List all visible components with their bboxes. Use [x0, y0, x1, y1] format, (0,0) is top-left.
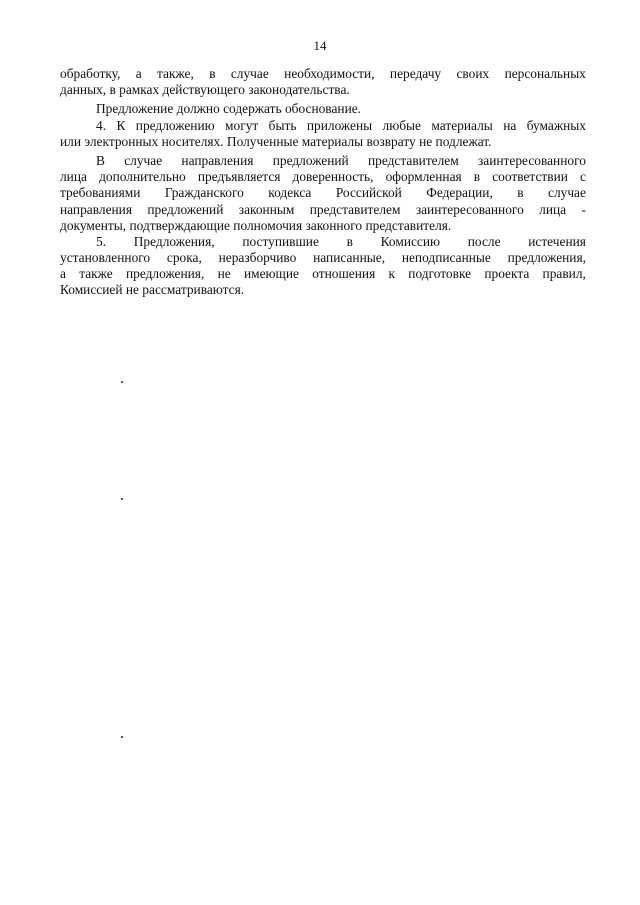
word: а [135, 66, 142, 81]
word: Гражданского [164, 185, 244, 201]
word: заинтересованного [415, 201, 524, 217]
text-line-13 [60, 266, 586, 282]
text-line-7 [60, 169, 586, 185]
word: соответствии [492, 169, 568, 185]
text-line-12 [60, 250, 586, 266]
word: проекта [484, 266, 530, 282]
word: заинтересованного [477, 152, 586, 168]
word: доверенность, [292, 169, 374, 185]
word: а [60, 266, 66, 282]
word: своих [456, 66, 490, 81]
word: подготовке [408, 266, 472, 282]
word: Комиссию [380, 233, 441, 249]
word: случае [124, 152, 163, 168]
word: случае [230, 66, 269, 81]
word: не [217, 266, 231, 282]
word: с [580, 169, 586, 185]
word: представителем [309, 201, 401, 217]
document-body [60, 66, 586, 299]
word: срока, [166, 250, 202, 266]
word: отношения [312, 266, 376, 282]
word: после [467, 233, 501, 249]
word: любые [382, 117, 421, 133]
text-line-5: или электронных носителях. Полученные материалы возврату не подлежат. [60, 133, 492, 149]
word: лица [539, 201, 567, 217]
text-line-8 [60, 185, 586, 201]
word: предложений [147, 201, 224, 217]
word: также, [157, 66, 194, 81]
word: предложения, [125, 266, 205, 282]
text-line-1 [60, 66, 586, 82]
word: 5. [96, 233, 107, 249]
word: поступившие [242, 233, 319, 249]
text-line-14: Комиссией не рассматриваются. [60, 282, 245, 298]
word: предложений [272, 152, 349, 168]
word: также [79, 266, 113, 282]
word: лица [60, 169, 87, 185]
word: - [581, 201, 586, 217]
word: имеющие [243, 266, 299, 282]
word: случае [548, 185, 586, 201]
scan-speck [121, 381, 123, 383]
word: правил, [542, 266, 586, 282]
word: неподписанные [401, 250, 491, 266]
word: Федерации, [426, 185, 493, 201]
word: установленного [60, 250, 151, 266]
word: законным [238, 201, 295, 217]
word: направления [60, 201, 133, 217]
word: предложения, [507, 250, 586, 266]
word: к [388, 266, 396, 282]
word: в [473, 169, 481, 185]
word: материалы [431, 117, 493, 133]
word: быть [268, 117, 297, 133]
scan-speck [121, 736, 123, 738]
word: могут [225, 117, 259, 133]
word: на [503, 117, 517, 133]
text-line-6 [60, 153, 586, 169]
word: В [96, 152, 105, 168]
word: Российской [335, 185, 402, 201]
word: написанные, [313, 250, 386, 266]
word: необходимости, [284, 66, 375, 81]
word: обработку, [60, 66, 121, 81]
word: предъявляется [197, 169, 281, 185]
text-line-9 [60, 202, 586, 218]
word: 4. [96, 117, 107, 133]
word: в [517, 185, 524, 201]
text-line-11 [60, 234, 586, 250]
scan-speck [121, 498, 123, 500]
word: представителем [367, 152, 459, 168]
text-line-4 [60, 118, 586, 134]
word: неразборчиво [218, 250, 297, 266]
page-number: 14 [313, 38, 327, 53]
word: истечения [528, 233, 586, 249]
word: Предложения, [133, 233, 215, 249]
word: персональных [504, 66, 586, 81]
word: приложены [306, 117, 373, 133]
word: в [209, 66, 216, 81]
word: передачу [389, 66, 442, 81]
word: бумажных [526, 117, 586, 133]
word: направления [181, 152, 254, 168]
word: оформленная [385, 169, 462, 185]
word: предложению [135, 117, 215, 133]
word: требованиями [60, 185, 141, 201]
word: К [116, 117, 126, 133]
word: кодекса [268, 185, 312, 201]
text-line-10: документы, подтверждающие полномочия законного представителя. [60, 217, 452, 233]
text-line-3: Предложение должно содержать обоснование. [96, 101, 362, 117]
word: в [346, 233, 353, 249]
word: дополнительно [99, 169, 186, 185]
text-line-2: данных, в рамках действующего законодательства. [60, 82, 350, 98]
